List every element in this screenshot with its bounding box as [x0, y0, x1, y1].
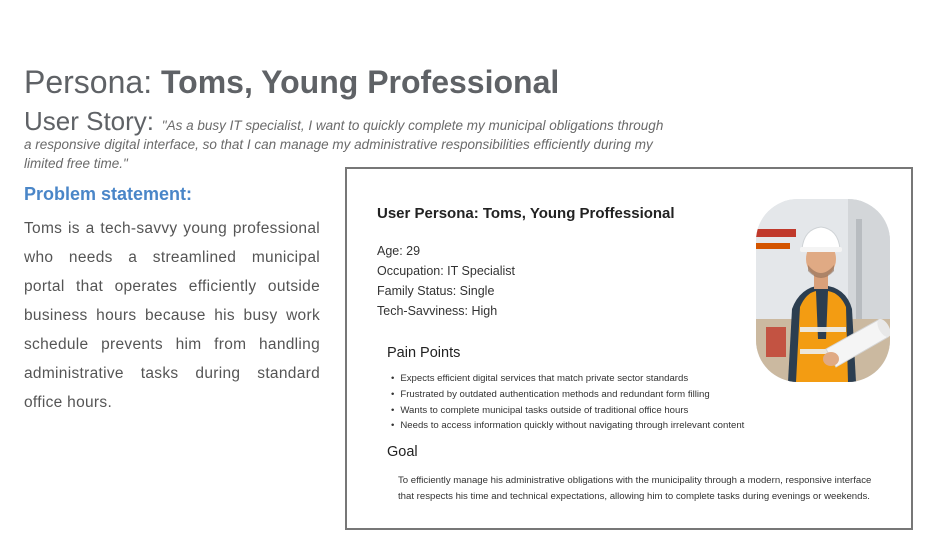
user-story [24, 106, 664, 173]
list-item: • Needs to access information quickly without navigating through irrelevant content [391, 418, 744, 434]
pain-points-list [391, 371, 744, 434]
fact-age: Age: 29 [377, 244, 421, 258]
title-prefix: Persona: [24, 64, 161, 100]
persona-name: Toms, Young Professional [160, 64, 560, 100]
persona-photo-illustration [756, 199, 890, 382]
user-story-label: User Story: [24, 106, 155, 136]
pain-points-heading: Pain Points [387, 345, 461, 361]
fact-occupation: Occupation: IT Specialist [377, 264, 516, 278]
goal-text: To efficiently manage his administrative obligations with the municipality through a modern, responsive interface that respects his time and technical expectations, allowing him to complete tasks during evenings or weekends. [398, 475, 872, 502]
page-title [24, 64, 559, 101]
goal-heading: Goal [387, 444, 418, 460]
fact-family-status: Family Status: Single [377, 284, 495, 298]
problem-statement-heading: Problem statement: [24, 184, 193, 204]
list-item: • Frustrated by outdated authentication methods and redundant form filling [391, 387, 744, 403]
persona-photo [756, 199, 890, 382]
persona-card [345, 167, 913, 530]
list-item: • Expects efficient digital services that match private sector standards [391, 371, 744, 387]
list-item: • Wants to complete municipal tasks outside of traditional office hours [391, 403, 744, 419]
fact-tech-savviness: Tech-Savviness: High [377, 304, 498, 318]
problem-statement-text: Toms is a tech-savvy young professional who needs a streamlined municipal portal that operates efficiently outside business hours because his busy work schedule prevents him from handling administrative tasks during standard office hours. [24, 220, 320, 411]
user-story-text: "As a busy IT specialist, I want to quickly complete my municipal obligations through a responsive digital interface, so that I can manage my administrative responsibilities efficiently during my limited free time." [24, 118, 664, 171]
persona-card-title: User Persona: Toms, Young Proffessional [377, 205, 675, 222]
persona-facts [377, 241, 515, 321]
